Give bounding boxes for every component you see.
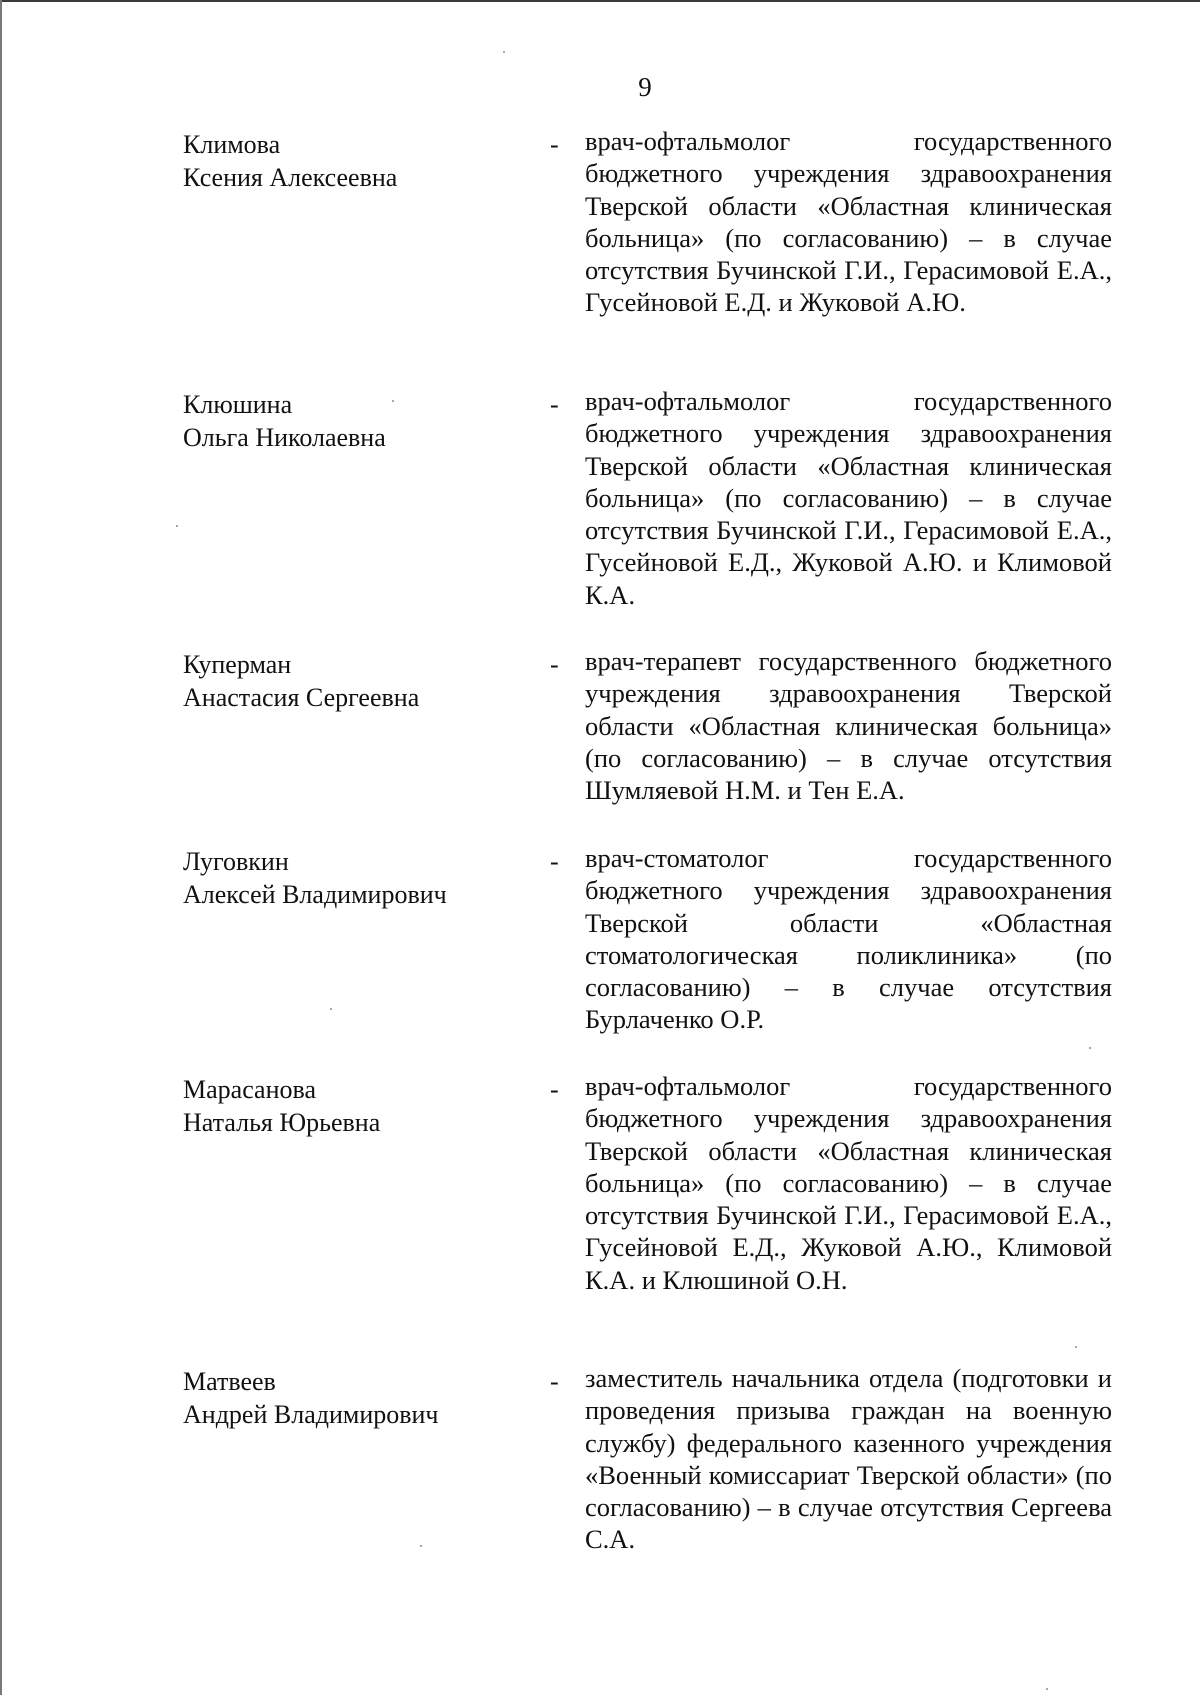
- member-surname: Клюшина: [183, 390, 293, 419]
- member-position: врач-терапевт государственного бюджетного учреждения здравоохранения Тверской области «Областная клиническая больница» (по согласованию) – в случае отсутствия Шумляевой Н.М. и Тен Е.А.: [585, 646, 1112, 806]
- member-given-names: Андрей Владимирович: [183, 1400, 439, 1429]
- member-position: врач-стоматолог государственного бюджетного учреждения здравоохранения Тверской области «Областная стоматологическая поликлиника» (по согласованию) – в случае отсутствия Бурлаченко О.Р.: [585, 843, 1112, 1035]
- entry-dash: -: [550, 1367, 559, 1396]
- entry-dash: -: [550, 1075, 559, 1104]
- scan-speck: [1046, 1688, 1048, 1690]
- entry-dash: -: [550, 847, 559, 876]
- member-given-names: Ольга Николаевна: [183, 423, 386, 452]
- member-name: [183, 1073, 513, 1139]
- scan-speck: [1075, 1346, 1077, 1348]
- member-surname: Луговкин: [183, 847, 289, 876]
- scan-top-edge: [0, 0, 1200, 2]
- member-name: [183, 845, 513, 911]
- member-surname: Матвеев: [183, 1367, 276, 1396]
- member-surname: Марасанова: [183, 1075, 316, 1104]
- member-surname: Климова: [183, 130, 281, 159]
- scan-speck: [176, 525, 178, 527]
- member-given-names: Ксения Алексеевна: [183, 163, 398, 192]
- scan-speck: [503, 51, 505, 53]
- member-name: [183, 648, 513, 714]
- member-name: [183, 1365, 513, 1431]
- entry-dash: -: [550, 130, 559, 159]
- member-given-names: Анастасия Сергеевна: [183, 683, 420, 712]
- member-position: врач-офтальмолог государственного бюджетного учреждения здравоохранения Тверской области «Областная клиническая больница» (по согласованию) – в случае отсутствия Бучинской Г.И., Герасимовой Е.А., Гусейновой Е.Д., Жуковой А.Ю., Климовой К.А. и Клюшиной О.Н.: [585, 1071, 1112, 1295]
- member-position: заместитель начальника отдела (подготовки и проведения призыва граждан на военную службу) федерального казенного учреждения «Военный комиссариат Тверской области» (по согласованию) – в случае отсутствия Сергеева С.А.: [585, 1363, 1112, 1555]
- member-given-names: Наталья Юрьевна: [183, 1108, 381, 1137]
- member-name: [183, 388, 513, 454]
- entry-dash: -: [550, 650, 559, 679]
- member-given-names: Алексей Владимирович: [183, 880, 447, 909]
- scan-speck: [392, 400, 394, 402]
- page-number: 9: [638, 72, 652, 102]
- scan-speck: [1089, 1047, 1091, 1049]
- scan-speck: [330, 1008, 332, 1010]
- member-name: [183, 128, 513, 194]
- member-position: врач-офтальмолог государственного бюджетного учреждения здравоохранения Тверской области «Областная клиническая больница» (по согласованию) – в случае отсутствия Бучинской Г.И., Герасимовой Е.А., Гусейновой Е.Д. и Жуковой А.Ю.: [585, 126, 1112, 318]
- scan-left-edge: [0, 0, 2, 1695]
- entry-dash: -: [550, 390, 559, 419]
- member-surname: Куперман: [183, 650, 292, 679]
- member-position: врач-офтальмолог государственного бюджетного учреждения здравоохранения Тверской области «Областная клиническая больница» (по согласованию) – в случае отсутствия Бучинской Г.И., Герасимовой Е.А., Гусейновой Е.Д., Жуковой А.Ю. и Климовой К.А.: [585, 386, 1112, 610]
- scan-speck: [420, 1545, 422, 1547]
